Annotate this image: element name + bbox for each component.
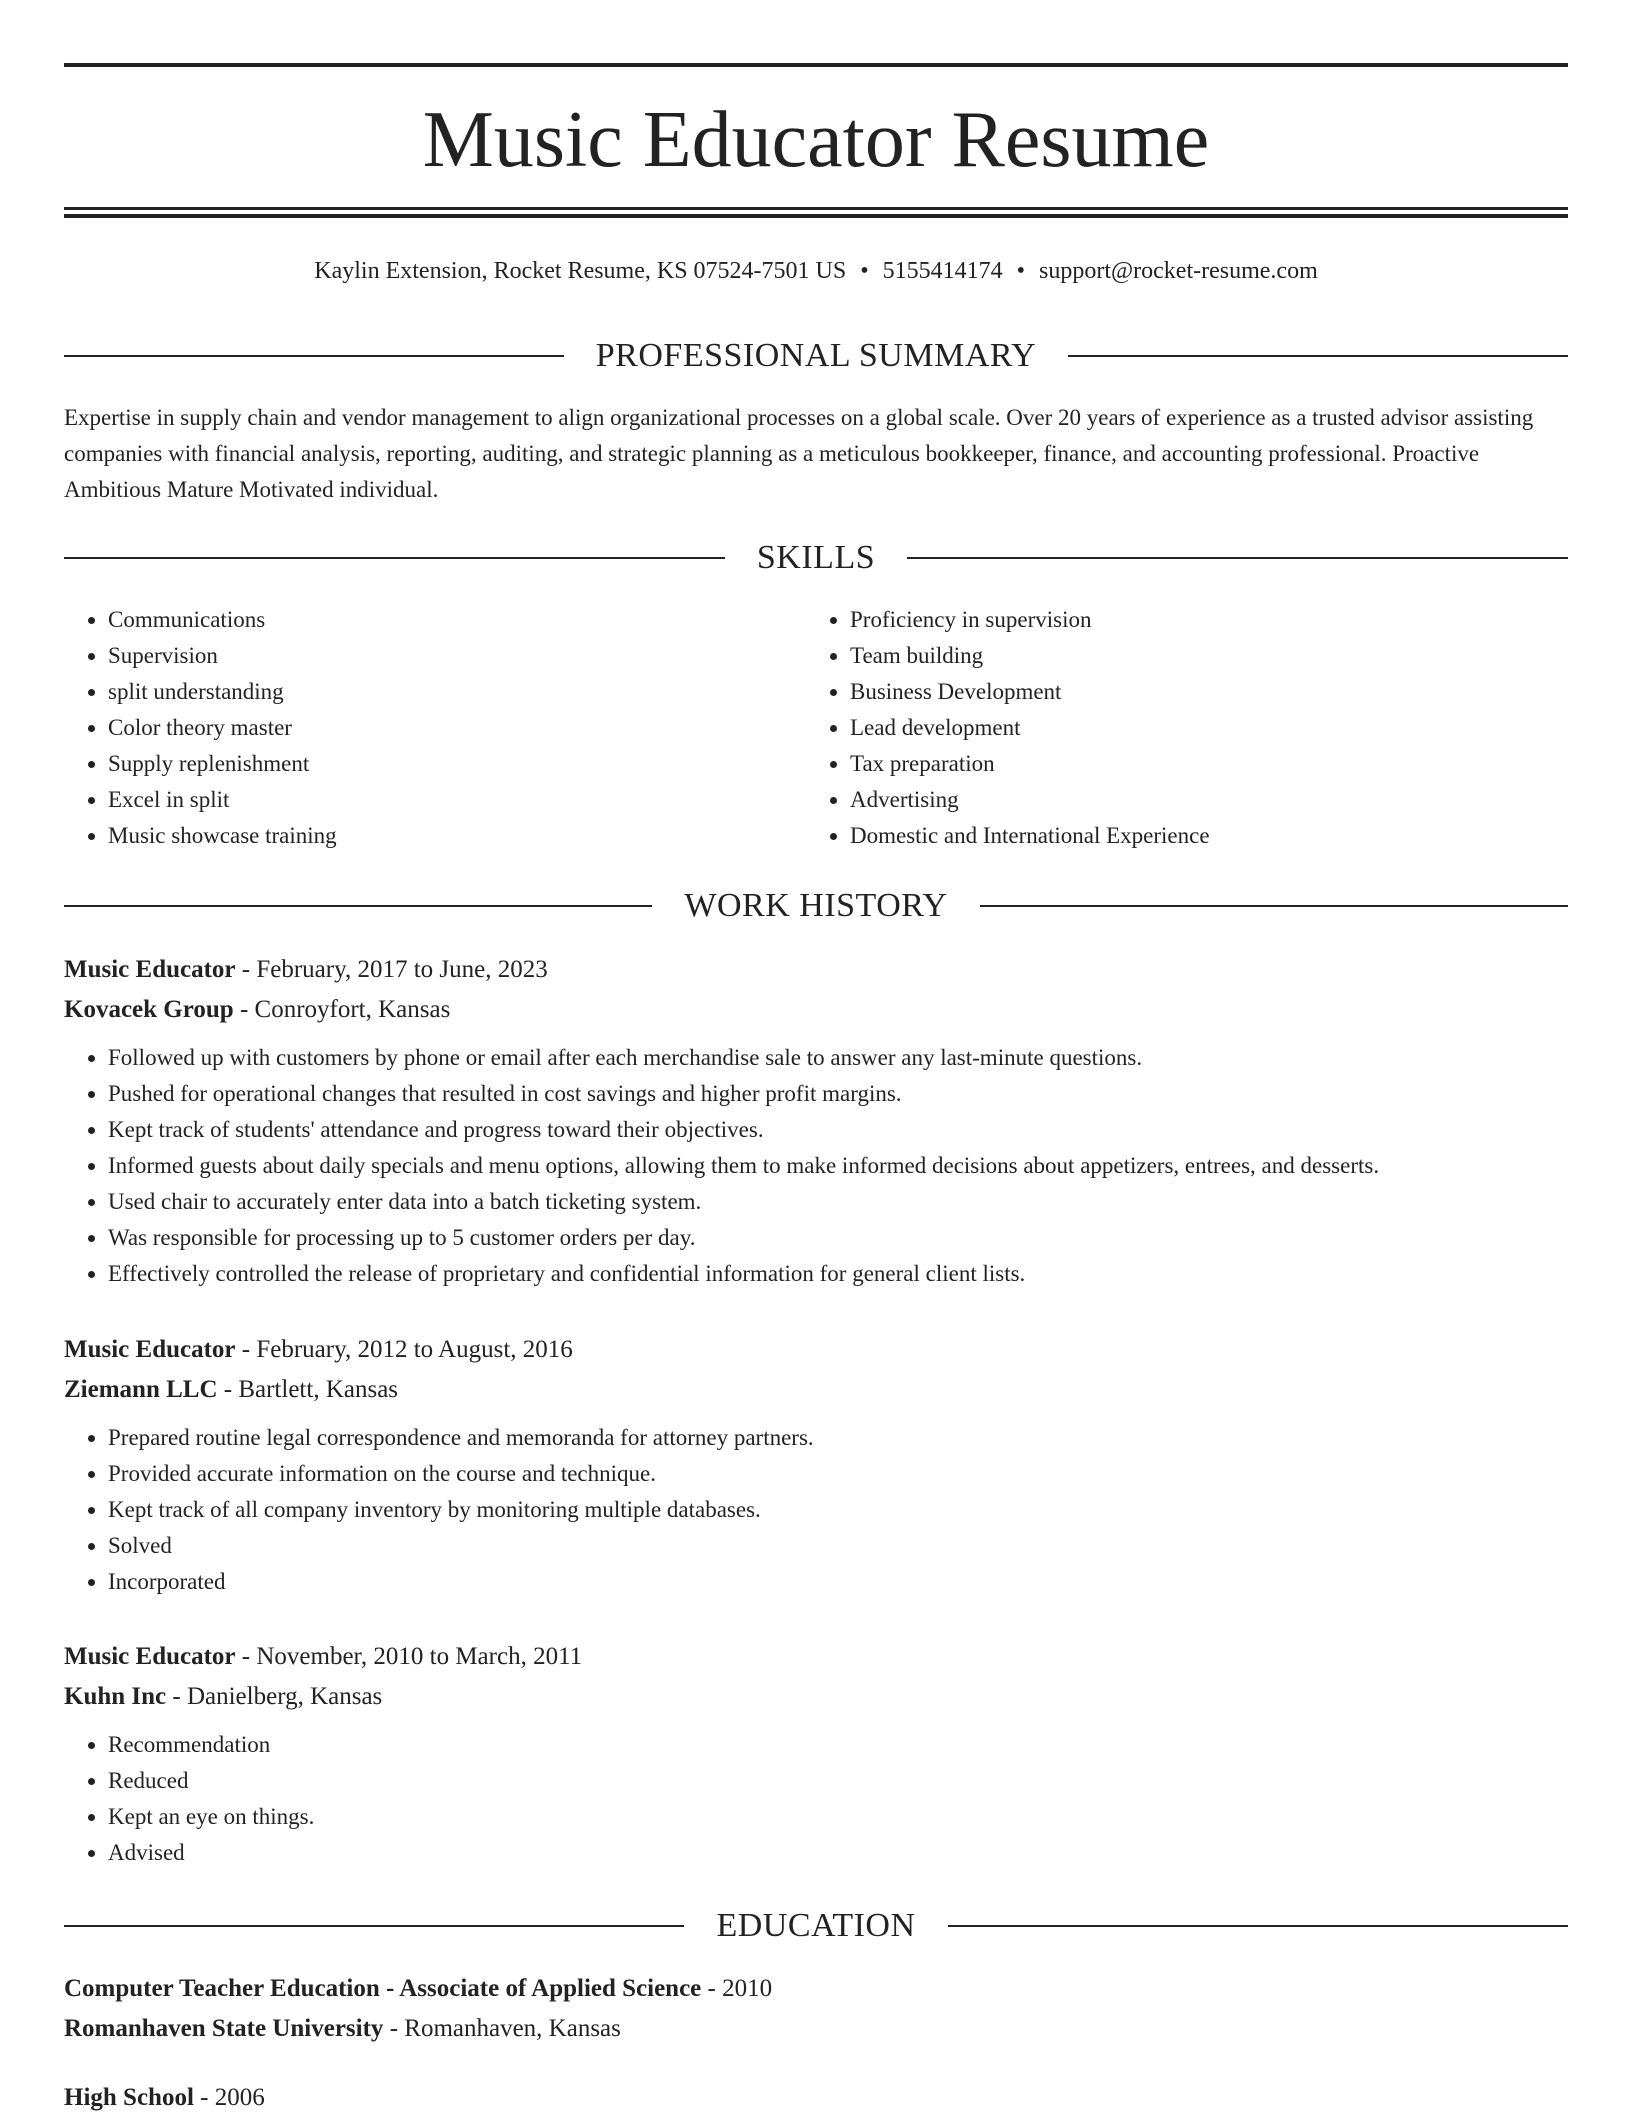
job-company: Kovacek Group: [64, 996, 234, 1023]
job-company: Ziemann LLC: [64, 1376, 218, 1403]
job-entry: [64, 950, 1568, 1292]
contact-line: [64, 255, 1568, 287]
education-entry: [64, 2078, 1568, 2118]
job-bullet: • Followed up with customers by phone or email after each merchandise sale to answer any last-minute questions.: [108, 1040, 1568, 1076]
job-entry: [64, 1637, 1568, 1871]
job-bullet: • Advised: [108, 1835, 1568, 1871]
education-year: - 2010: [701, 1975, 773, 2002]
job-bullet: • Solved: [108, 1528, 1568, 1564]
skill-item: • Supply replenishment: [108, 746, 337, 782]
job-company-line: [64, 1677, 1568, 1717]
skill-item: • Excel in split: [108, 782, 337, 818]
job-location: - Bartlett, Kansas: [217, 1376, 399, 1403]
job-location: - Conroyfort, Kansas: [233, 996, 451, 1023]
job-dates: - February, 2012 to August, 2016: [235, 1336, 573, 1363]
heading-rule: [64, 355, 564, 357]
contact-phone: 5155414174: [882, 258, 1003, 284]
work-heading-label: WORK HISTORY: [684, 887, 948, 924]
education-degree: High School: [64, 2084, 194, 2111]
skills-heading-label: SKILLS: [756, 539, 876, 576]
skill-item: • Advertising: [850, 782, 1210, 818]
education-degree-line: [64, 1969, 1568, 2009]
job-title: Music Educator: [64, 1643, 236, 1670]
skill-item: • split understanding: [108, 674, 337, 710]
job-title-line: [64, 950, 1568, 990]
job-title-line: [64, 1637, 1568, 1677]
skills-column-left: [64, 602, 337, 854]
job-entry: [64, 1330, 1568, 1600]
job-bullet: • Effectively controlled the release of proprietary and confidential information for general client lists.: [108, 1256, 1568, 1292]
skill-item: • Domestic and International Experience: [850, 818, 1210, 854]
heading-rule: [980, 905, 1568, 907]
education-degree-line: [64, 2078, 1568, 2118]
job-location: - Danielberg, Kansas: [166, 1683, 383, 1710]
education-year: - 2006: [193, 2084, 265, 2111]
job-bullet: • Informed guests about daily specials and menu options, allowing them to make informed decisions about appetizers, entrees, and desserts.: [108, 1148, 1568, 1184]
contact-email: support@rocket-resume.com: [1039, 258, 1318, 284]
title-rule-lower: [64, 214, 1568, 218]
heading-rule: [907, 557, 1568, 559]
skill-item: • Music showcase training: [108, 818, 337, 854]
summary-text: Expertise in supply chain and vendor management to align organizational processes on a global scale. Over 20 years of experience as a trusted advisor assisting companies with financial analysis, reporting, auditing, and strategic planning as a meticulous bookkeeper, finance, and accounting professional. Proactive Ambitious Mature Motivated individual.: [64, 405, 1534, 502]
job-bullet: • Pushed for operational changes that resulted in cost savings and higher profit margins.: [108, 1076, 1568, 1112]
education-heading-label: EDUCATION: [716, 1907, 916, 1944]
heading-rule: [64, 905, 652, 907]
education-school-line: [64, 2009, 1568, 2049]
education-location: - Romanhaven, Kansas: [383, 2015, 621, 2042]
heading-rule: [1068, 355, 1568, 357]
heading-rule: [64, 557, 725, 559]
education-degree: Computer Teacher Education - Associate of Applied Science: [64, 1975, 702, 2002]
job-bullet: • Kept an eye on things.: [108, 1799, 1568, 1835]
skill-item: • Proficiency in supervision: [850, 602, 1210, 638]
skill-item: • Lead development: [850, 710, 1210, 746]
skill-item: • Tax preparation: [850, 746, 1210, 782]
skill-item: • Team building: [850, 638, 1210, 674]
job-bullet: • Prepared routine legal correspondence and memoranda for attorney partners.: [108, 1420, 1568, 1456]
summary-heading-label: PROFESSIONAL SUMMARY: [595, 337, 1037, 374]
page-title: Music Educator Resume: [422, 96, 1210, 184]
job-bullets: [64, 1420, 1568, 1600]
job-title: Music Educator: [64, 956, 236, 983]
skill-item: • Communications: [108, 602, 337, 638]
job-bullet: • Incorporated: [108, 1564, 1568, 1600]
contact-address: Kaylin Extension, Rocket Resume, KS 07524-7501 US: [314, 258, 847, 284]
job-bullets: [64, 1727, 1568, 1871]
job-bullet: • Was responsible for processing up to 5 customer orders per day.: [108, 1220, 1568, 1256]
job-company-line: [64, 1370, 1568, 1410]
job-bullet: • Used chair to accurately enter data into a batch ticketing system.: [108, 1184, 1568, 1220]
job-company: Kuhn Inc: [64, 1683, 167, 1710]
skills-heading: [64, 536, 1568, 580]
skill-item: • Business Development: [850, 674, 1210, 710]
heading-rule: [64, 1925, 684, 1927]
work-heading: [64, 884, 1568, 928]
job-bullets: [64, 1040, 1568, 1292]
contact-separator: •: [1016, 258, 1026, 284]
job-bullet: • Reduced: [108, 1763, 1568, 1799]
contact-separator: •: [860, 258, 869, 284]
education-school: Romanhaven State University: [64, 2015, 384, 2042]
summary-heading: [64, 334, 1568, 378]
skill-item: • Supervision: [108, 638, 337, 674]
skill-item: • Color theory master: [108, 710, 337, 746]
job-bullet: • Recommendation: [108, 1727, 1568, 1763]
job-title-line: [64, 1330, 1568, 1370]
heading-rule: [948, 1925, 1568, 1927]
job-company-line: [64, 990, 1568, 1030]
job-dates: - February, 2017 to June, 2023: [235, 956, 548, 983]
job-dates: - November, 2010 to March, 2011: [235, 1643, 583, 1670]
education-heading: [64, 1904, 1568, 1948]
education-entry: [64, 1969, 1568, 2049]
job-title: Music Educator: [64, 1336, 236, 1363]
job-bullet: • Kept track of students' attendance and progress toward their objectives.: [108, 1112, 1568, 1148]
job-bullet: • Kept track of all company inventory by monitoring multiple databases.: [108, 1492, 1568, 1528]
job-bullet: • Provided accurate information on the course and technique.: [108, 1456, 1568, 1492]
top-rule: [64, 63, 1568, 67]
skills-column-right: [806, 602, 1210, 854]
title-rule-upper: [64, 207, 1568, 210]
